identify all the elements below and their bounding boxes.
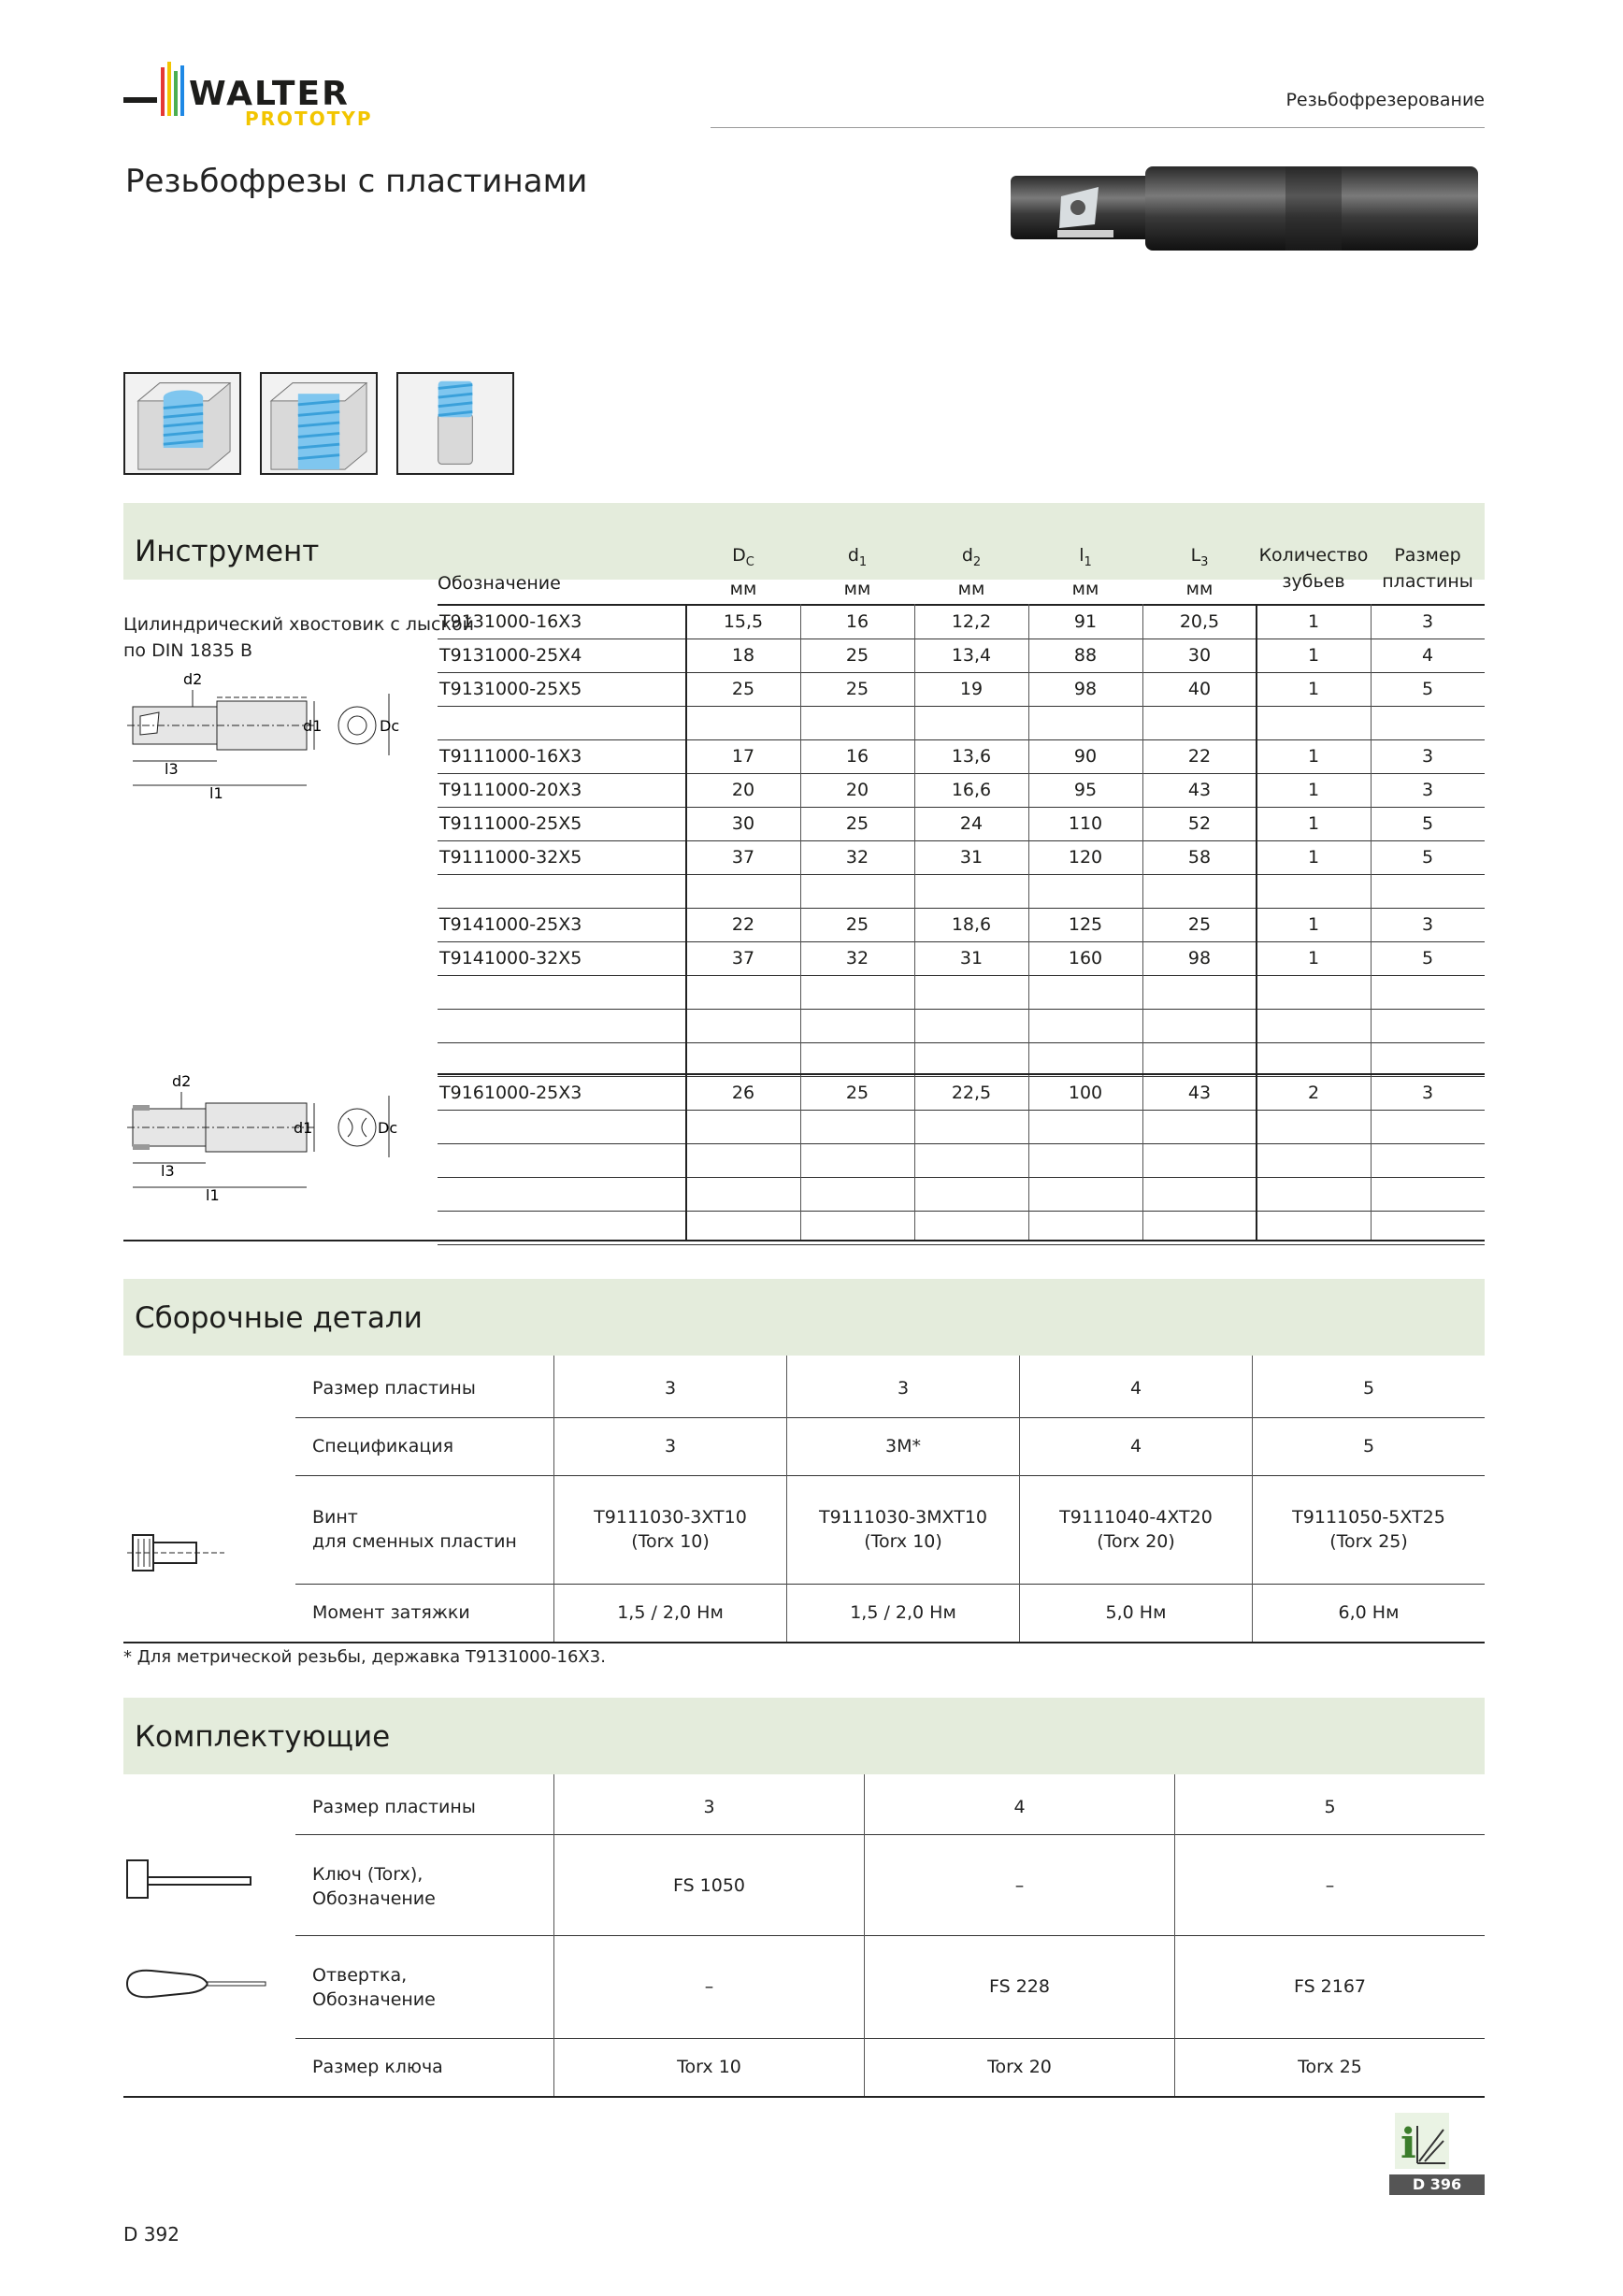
row-cell: 16 (845, 746, 869, 767)
header-teeth: Количество зубьев (1258, 545, 1369, 592)
info-reference-badge (1389, 2113, 1485, 2197)
row-cell: 1 (1307, 847, 1320, 868)
row-cell: 31 (959, 948, 984, 969)
svg-text:d1: d1 (294, 1119, 313, 1137)
row-cell: 120 (1068, 847, 1103, 868)
row-cell: 30 (731, 813, 755, 834)
col-divider (800, 604, 801, 1241)
row-cell: 25 (845, 679, 869, 699)
table-bottom-rule (123, 1240, 1485, 1241)
row-cell: 20 (731, 780, 755, 800)
screw-icon (127, 1529, 230, 1576)
screwdriver-icon (123, 1963, 273, 2004)
row-cell: 43 (1187, 780, 1212, 800)
row-cell: 37 (731, 847, 755, 868)
row-designation: T9131000-16X3 (439, 611, 582, 632)
row-cell: 1 (1307, 611, 1320, 632)
svg-text:d2: d2 (172, 1072, 192, 1090)
row-cell: 5 (1421, 847, 1434, 868)
header-designation: Обозначение (438, 573, 561, 594)
table-row (438, 1010, 1485, 1043)
instrument-title: Инструмент (135, 535, 320, 568)
assy-screw-label: Винт для сменных пластин (312, 1507, 517, 1552)
row-cell: 110 (1068, 813, 1103, 834)
assy-screw-value: T9111030-3XT10 (Torx 10) (594, 1507, 747, 1552)
table-row (438, 673, 1485, 707)
row-designation: T9131000-25X4 (439, 645, 582, 666)
row-cell: 43 (1187, 1083, 1212, 1103)
acc-key-label: Ключ (Torx), Обозначение (312, 1864, 436, 1909)
row-cell: 25 (845, 914, 869, 935)
row-cell: 4 (1421, 645, 1434, 666)
group-separator (438, 1073, 1485, 1075)
row-cell: 19 (959, 679, 984, 699)
assy-screw-value: T9111030-3MXT10 (Torx 10) (818, 1507, 988, 1552)
table-row (438, 774, 1485, 808)
row-designation: T9111000-20X3 (439, 780, 582, 800)
row-designation: T9111000-25X5 (439, 813, 582, 834)
table-row (438, 740, 1485, 774)
table-row (438, 1043, 1485, 1077)
row-cell: 13,4 (951, 645, 992, 666)
row-cell: 1 (1307, 813, 1320, 834)
row-cell: 25 (845, 645, 869, 666)
header-l3: $L_3$ мм (1185, 545, 1214, 599)
assy-spec-value: 3 (664, 1436, 677, 1457)
assy-torque-value: 6,0 Нм (1338, 1602, 1400, 1623)
internal-thread-icon (123, 372, 241, 475)
row-cell: 16 (845, 611, 869, 632)
row-cell: 1 (1307, 780, 1320, 800)
assy-spec-value: 3M* (885, 1436, 921, 1457)
acc-key-value: – (1014, 1875, 1025, 1896)
svg-text:i: i (1400, 2120, 1416, 2168)
row-cell: 3 (1421, 1083, 1434, 1103)
row-designation: T9111000-16X3 (439, 746, 582, 767)
table-row (438, 976, 1485, 1010)
row-cell: 20,5 (1179, 611, 1220, 632)
svg-text:l3: l3 (165, 760, 179, 778)
svg-text:Dc: Dc (378, 1119, 398, 1137)
row-cell: 20 (845, 780, 869, 800)
row-cell: 22 (731, 914, 755, 935)
table-row (438, 606, 1485, 639)
row-cell: 15,5 (723, 611, 764, 632)
row-cell: 31 (959, 847, 984, 868)
row-cell: 52 (1187, 813, 1212, 834)
acc-driver-value: FS 2167 (1293, 1976, 1367, 1997)
row-cell: 1 (1307, 948, 1320, 969)
acc-driver-label: Отвертка, Обозначение (312, 1965, 436, 2010)
svg-text:d1: d1 (303, 717, 323, 735)
acc-key-value: FS 1050 (672, 1875, 746, 1896)
row-cell: 2 (1307, 1083, 1320, 1103)
table-row (438, 639, 1485, 673)
page-number: D 392 (123, 2223, 180, 2246)
acc-keysize-value: Torx 20 (987, 2057, 1052, 2077)
row-cell: 32 (845, 948, 869, 969)
assy-torque-value: 1,5 / 2,0 Нм (850, 1602, 956, 1623)
col-divider (914, 604, 915, 1241)
row-cell: 91 (1073, 611, 1098, 632)
row-designation: T9111000-32X5 (439, 847, 582, 868)
row-cell: 22 (1187, 746, 1212, 767)
header-insert-size: Размер пластины (1382, 545, 1473, 592)
svg-text:l3: l3 (161, 1162, 175, 1180)
col-divider (1142, 604, 1143, 1241)
col-divider (685, 604, 687, 1241)
row-cell: 90 (1073, 746, 1098, 767)
assy-insert-size-value: 3 (664, 1378, 677, 1399)
col-divider (1371, 604, 1372, 1241)
row-cell: 25 (845, 1083, 869, 1103)
table-row (438, 1178, 1485, 1212)
row-cell: 18,6 (951, 914, 992, 935)
assy-torque-label: Момент затяжки (312, 1602, 470, 1623)
section-name: Резьбофрезерование (1285, 90, 1485, 110)
table-row (438, 707, 1485, 740)
row-cell: 3 (1421, 914, 1434, 935)
row-cell: 12,2 (951, 611, 992, 632)
row-cell: 98 (1187, 948, 1212, 969)
row-cell: 18 (731, 645, 755, 666)
row-cell: 40 (1187, 679, 1212, 699)
row-designation: T9131000-25X5 (439, 679, 582, 699)
row-cell: 32 (845, 847, 869, 868)
svg-text:d2: d2 (183, 670, 203, 688)
assy-insert-size-value: 5 (1362, 1378, 1375, 1399)
row-cell: 30 (1187, 645, 1212, 666)
tool-drawing-1 (127, 669, 408, 800)
header-d1: $d_1$ мм (843, 545, 871, 599)
torx-key-icon (125, 1857, 256, 1903)
acc-insert-size-value: 3 (703, 1797, 715, 1817)
tool-photo (1005, 159, 1482, 262)
logo-brand: WALTER (189, 75, 350, 113)
row-cell: 5 (1421, 813, 1434, 834)
svg-text:Dc: Dc (380, 717, 400, 735)
row-cell: 25 (1187, 914, 1212, 935)
row-cell: 98 (1073, 679, 1098, 699)
row-cell: 13,6 (951, 746, 992, 767)
row-cell: 24 (959, 813, 984, 834)
row-cell: 5 (1421, 679, 1434, 699)
assembly-footnote: * Для метрической резьбы, державка T9131000-16X3. (123, 1647, 606, 1667)
acc-insert-size-value: 4 (1013, 1797, 1026, 1817)
row-cell: 5 (1421, 948, 1434, 969)
header-dc: $D_C$ мм (729, 545, 757, 599)
acc-keysize-value: Torx 10 (677, 2057, 741, 2077)
row-cell: 3 (1421, 746, 1434, 767)
acc-key-value: – (1325, 1875, 1335, 1896)
through-thread-icon (260, 372, 378, 475)
row-cell: 37 (731, 948, 755, 969)
row-cell: 25 (845, 813, 869, 834)
table-row (438, 808, 1485, 841)
row-cell: 17 (731, 746, 755, 767)
row-cell: 1 (1307, 679, 1320, 699)
table-row (438, 1111, 1485, 1144)
assy-insert-size-value: 4 (1129, 1378, 1142, 1399)
row-cell: 125 (1068, 914, 1103, 935)
svg-text:l1: l1 (206, 1186, 220, 1202)
row-cell: 26 (731, 1083, 755, 1103)
row-cell: 1 (1307, 645, 1320, 666)
operation-icons (123, 372, 514, 475)
header-l1: $l_1$ мм (1071, 545, 1099, 599)
assy-spec-value: 4 (1129, 1436, 1142, 1457)
shank-description: Цилиндрический хвостовик с лыской по DIN 1835 B (123, 614, 474, 661)
header-d2: $d_2$ мм (957, 545, 985, 599)
assy-screw-value: T9111050-5XT25 (Torx 25) (1292, 1507, 1445, 1552)
row-cell: 22,5 (951, 1083, 992, 1103)
row-cell: 58 (1187, 847, 1212, 868)
assy-spec-value: 5 (1362, 1436, 1375, 1457)
table-row (438, 909, 1485, 942)
row-designation: T9141000-32X5 (439, 948, 582, 969)
row-cell: 3 (1421, 611, 1434, 632)
logo-sub: PROTOTYP (245, 108, 373, 130)
table-row (438, 875, 1485, 909)
acc-keysize-value: Torx 25 (1298, 2057, 1362, 2077)
table-row (438, 1144, 1485, 1178)
row-cell: 25 (731, 679, 755, 699)
assy-torque-value: 5,0 Нм (1105, 1602, 1167, 1623)
assembly-title: Сборочные детали (135, 1301, 423, 1335)
page-title: Резьбофрезы с пластинами (125, 163, 588, 200)
acc-insert-size-value: 5 (1324, 1797, 1336, 1817)
acc-insert-size-label: Размер пластины (312, 1797, 476, 1817)
acc-driver-value: – (704, 1976, 714, 1997)
row-cell: 3 (1421, 780, 1434, 800)
row-cell: 1 (1307, 746, 1320, 767)
assy-insert-size-label: Размер пластины (312, 1378, 476, 1399)
walter-prototyp-logo (123, 60, 404, 135)
acc-driver-value: FS 228 (989, 1976, 1050, 1997)
row-cell: 1 (1307, 914, 1320, 935)
assy-screw-value: T9111040-4XT20 (Torx 20) (1059, 1507, 1213, 1552)
table-row (438, 942, 1485, 976)
accessories-title: Комплектующие (135, 1720, 391, 1754)
row-cell: 100 (1068, 1083, 1103, 1103)
tool-drawing-2 (127, 1071, 408, 1202)
header-rule (711, 127, 1485, 128)
table-row (438, 841, 1485, 875)
row-designation: T9161000-25X3 (439, 1083, 582, 1103)
acc-keysize-label: Размер ключа (312, 2057, 443, 2077)
assy-torque-value: 1,5 / 2,0 Нм (617, 1602, 724, 1623)
col-divider (1256, 604, 1257, 1241)
badge-label: D 396 (1412, 2175, 1462, 2193)
row-cell: 160 (1068, 948, 1103, 969)
row-cell: 16,6 (951, 780, 992, 800)
external-thread-icon (396, 372, 514, 475)
assy-insert-size-value: 3 (897, 1378, 910, 1399)
table-row (438, 1077, 1485, 1111)
assy-spec-label: Спецификация (312, 1436, 454, 1457)
row-cell: 95 (1073, 780, 1098, 800)
row-cell: 88 (1073, 645, 1098, 666)
row-designation: T9141000-25X3 (439, 914, 582, 935)
svg-text:l1: l1 (209, 784, 223, 800)
col-divider (1028, 604, 1029, 1241)
